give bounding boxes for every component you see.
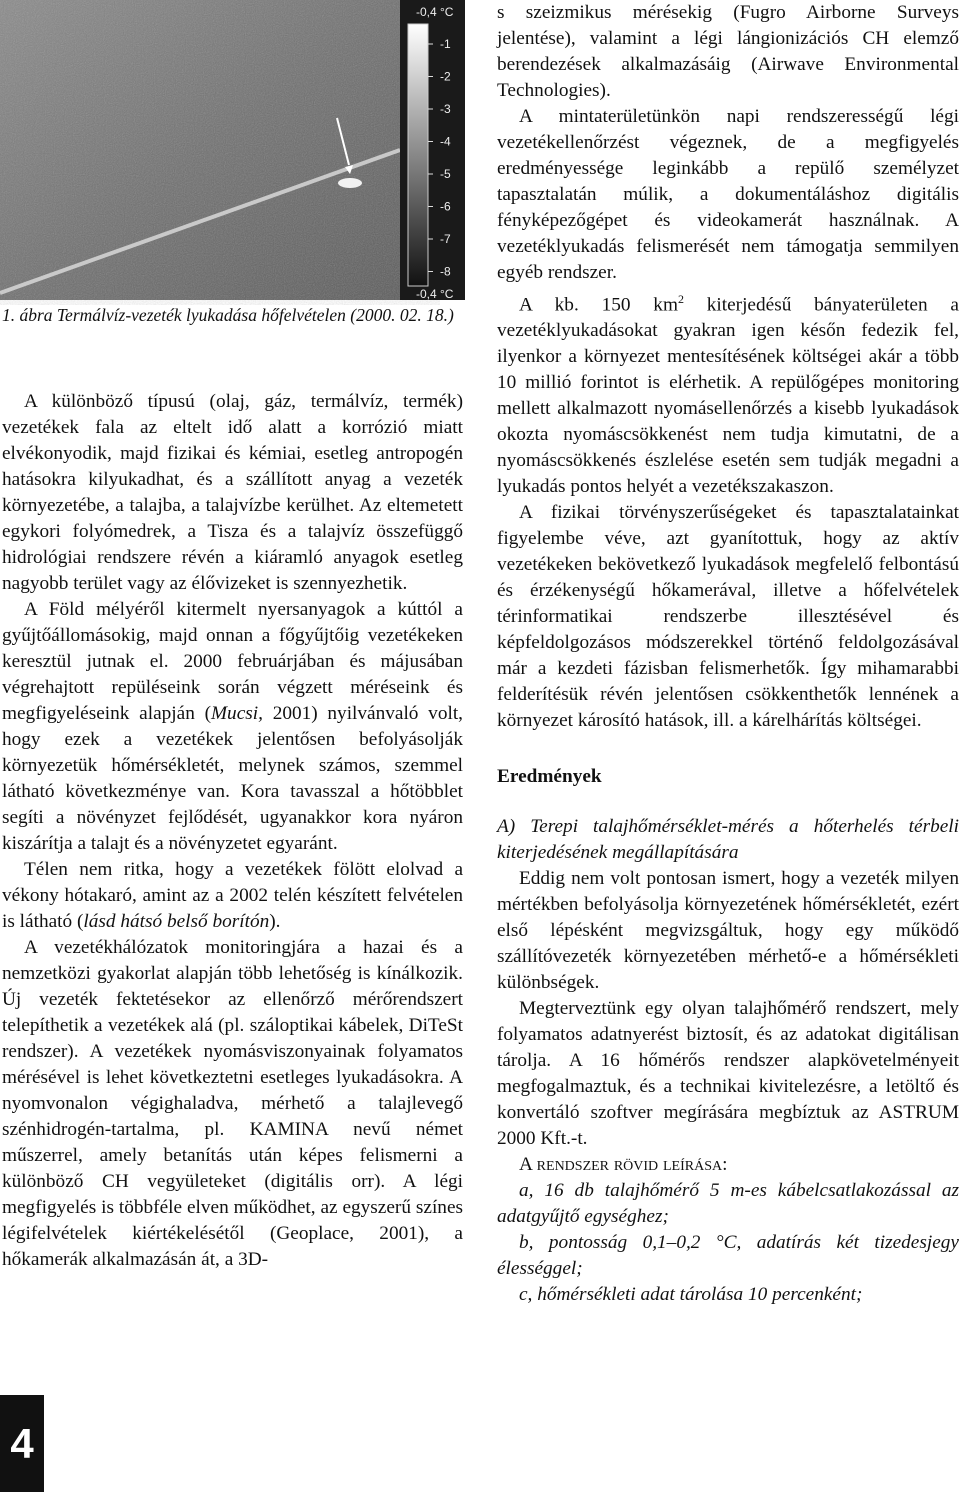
scale-tick-label: -8 [440,264,451,279]
paragraph: A Föld mélyéről kitermelt nyersanyagok a kúttól a gyűjtőállomásokig, majd onnan a főgyűjtőig vezetékeken keresztül jutnak el. 2000 februárjában és májusában végrehajtott repüléseink során végzett méréseink és megfigyeléseink alapján (Mucsi, 2001) nyilvánvaló volt, hogy ezek a vezetékek jelentősen befolyásolják környezetük hőmérsékletét, melynek számos, szemmel látható következménye van. Kora tavasszal a hőtöbblet segíti a növényzet fejlődését, ugyanakkor kora nyáron kiszárítja a talajt és a növényzetet egyaránt. [2,599,463,854]
citation: Mucsi, [211,703,263,724]
paragraph: A fizikai törvényszerűségeket és tapasztalatainkat figyelembe véve, azt gyanítottuk, hogy az aktív vezetékeken bekövetkező lyukadások megfelelő felbontású és érzékenységű hőkamerával, illetve a hőfelvételek térinformatikai rendszerbe illesztésével és képfeldolgozásos módszerekkel történő feldolgozásával már a kezdeti fázisban felismerhetők. Így mihamarabbi felderítésük révén jelentősen csökkenthetők lennének a környezet károsító hatások, ill. a kárelhárítás költségei. [497,502,959,732]
subsection-heading: A) Terepi talajhőmérséklet-mérés a hőterhelés térbeli kiterjedésének megállapítására [497,816,959,864]
paragraph: A különböző típusú (olaj, gáz, termálvíz, termék) vezetékek fala az eltelt idő alatt a korrózió miatt elvékonyodik, majd fizikai és kémiai, esetleg antropogén hatásokra kilyukadhat, és a szállított anyag a vezeték környezetébe, a talajba, a talajvízbe kerülhet. Az eltemetett egykori folyómedrek, a Tisza és a talajvíz összefüggő hidrológiai rendszere révén a kiáramló anyagok esetleg nagyobb terület vagy az élővizeket is szennyezhetik. [2,391,463,594]
right-column [497,0,959,1308]
paragraph: A mintaterületünkön napi rendszerességű légi vezetékellenőrzést végeznek, de a megfigyelés eredményessége leginkább a repülő személyzet tapasztalatán múlik, a dokumentáláshoz digitális fényképezőgépet és videokamerát használnak. A vezetéklyukadás felismerését nem támogatja semmilyen egyéb rendszer. [497,106,959,283]
figure-caption: 1. ábra Termálvíz-vezeték lyukadása hőfelvételen (2000. 02. 18.) [2,305,454,325]
paragraph: A kb. 150 $km^2$ kiterjedésű bányaterületen a vezetéklyukadásokat gyakran igen későn fedezik fel, ilyenkor a környezet mentesítésének költségei akár a több 10 millió forintot is elérhetik. A repülőgépes monitoring mellett alkalmazott nyomásellenőrzés a kisebb lyukadások okozta nyomáscsökkenést nem tudja kimutatni, de a nyomáscsökkenés észlelése esetén sem tudják megadni a lyukadás pontos helyét a vezetékszakaszon. [497,292,959,498]
scale-tick-label: -1 [440,37,451,51]
section-heading: Eredmények [497,766,602,788]
scale-bottom-label: -0,4 °C [416,287,454,301]
list-item: c, hőmérsékleti adat tárolása 10 percenként; [519,1284,863,1306]
paragraph: s szeizmikus mérésekig (Fugro Airborne Surveys jelentése), valamint a légi lángionizációs CH elemző berendezések alkalmazásáig (Airwave Environmental Technologies). [497,2,959,101]
paragraph: Megterveztünk egy olyan talajhőmérő rendszert, mely folyamatos adatnyerést biztosít, és az adatokat digitálisan tárolja. A 16 hőmérős rendszer alapkövetelményeit megfogalmaztuk, és a technikai kivitelezésre, a letöltő és konvertáló szoftver megírására megbíztuk az ASTRUM 2000 Kft.-t. [497,998,959,1150]
thermal-image-figure [0,0,465,305]
scale-tick-label: -5 [440,167,451,181]
paragraph: Télen nem ritka, hogy a vezetékek fölött elolvad a vékony hótakaró, amint az a 2002 telén készített felvételen is látható (lásd hátsó belső borítón). [2,859,463,932]
left-column [2,389,463,1273]
scale-tick-label: -3 [440,102,451,116]
page-number: 4 [0,1395,44,1492]
list-title: A rendszer rövid leírása: [519,1154,728,1176]
leak-hotspot [338,178,362,188]
paragraph: A vezetékhálózatok monitoringjára a hazai és a nemzetközi gyakorlat alapján több lehetőség is kínálkozik. Új vezeték fektetésekor az ellenőrző mérőrendszert telepíthetik a vezetékek alá (pl. száloptikai kábelek, DiTeSt rendszer). A vezetékek nyomásviszonyainak folyamatos mérésével is lehet következtetni esetleges lyukadásokra. A nyomvonalon végighaladva, mérhető a talajlevegő szénhidrogén-tartalma, pl. KAMINA nevű német műszerrel, amely betanítás után képes felismerni a különböző CH vegyületeket (digitális orr). A légi megfigyelés is többféle elven működhet, az egyszerű színes légifelvételek kiértékelésétől (Geoplace, 2001), a hőkamerák alkalmazásán át, a 3D- [2,937,463,1270]
scale-top-label: -0,4 °C [416,5,454,19]
scale-tick-label: -6 [440,199,451,214]
list-item: a, 16 db talajhőmérő 5 m-es kábelcsatlakozással az adatgyűjtő egységhez; [497,1180,959,1228]
scale-tick-label: -7 [440,232,451,246]
reference: lásd hátsó belső borítón [83,911,270,932]
list-item: b, pontosság 0,1–0,2 °C, adatírás két tizedesjegy élességgel; [497,1232,959,1280]
scale-tick-label: -4 [440,134,451,149]
paragraph: Eddig nem volt pontosan ismert, hogy a vezeték milyen mértékben befolyásolja környezetének hőmérsékletét, ezért első lépésként megvizsgáltuk, hogy egy működő szállítóvezeték környezetében mérhető-e a hőmérsékleti különbségek. [497,868,959,994]
scale-tick-label: -2 [440,69,451,84]
